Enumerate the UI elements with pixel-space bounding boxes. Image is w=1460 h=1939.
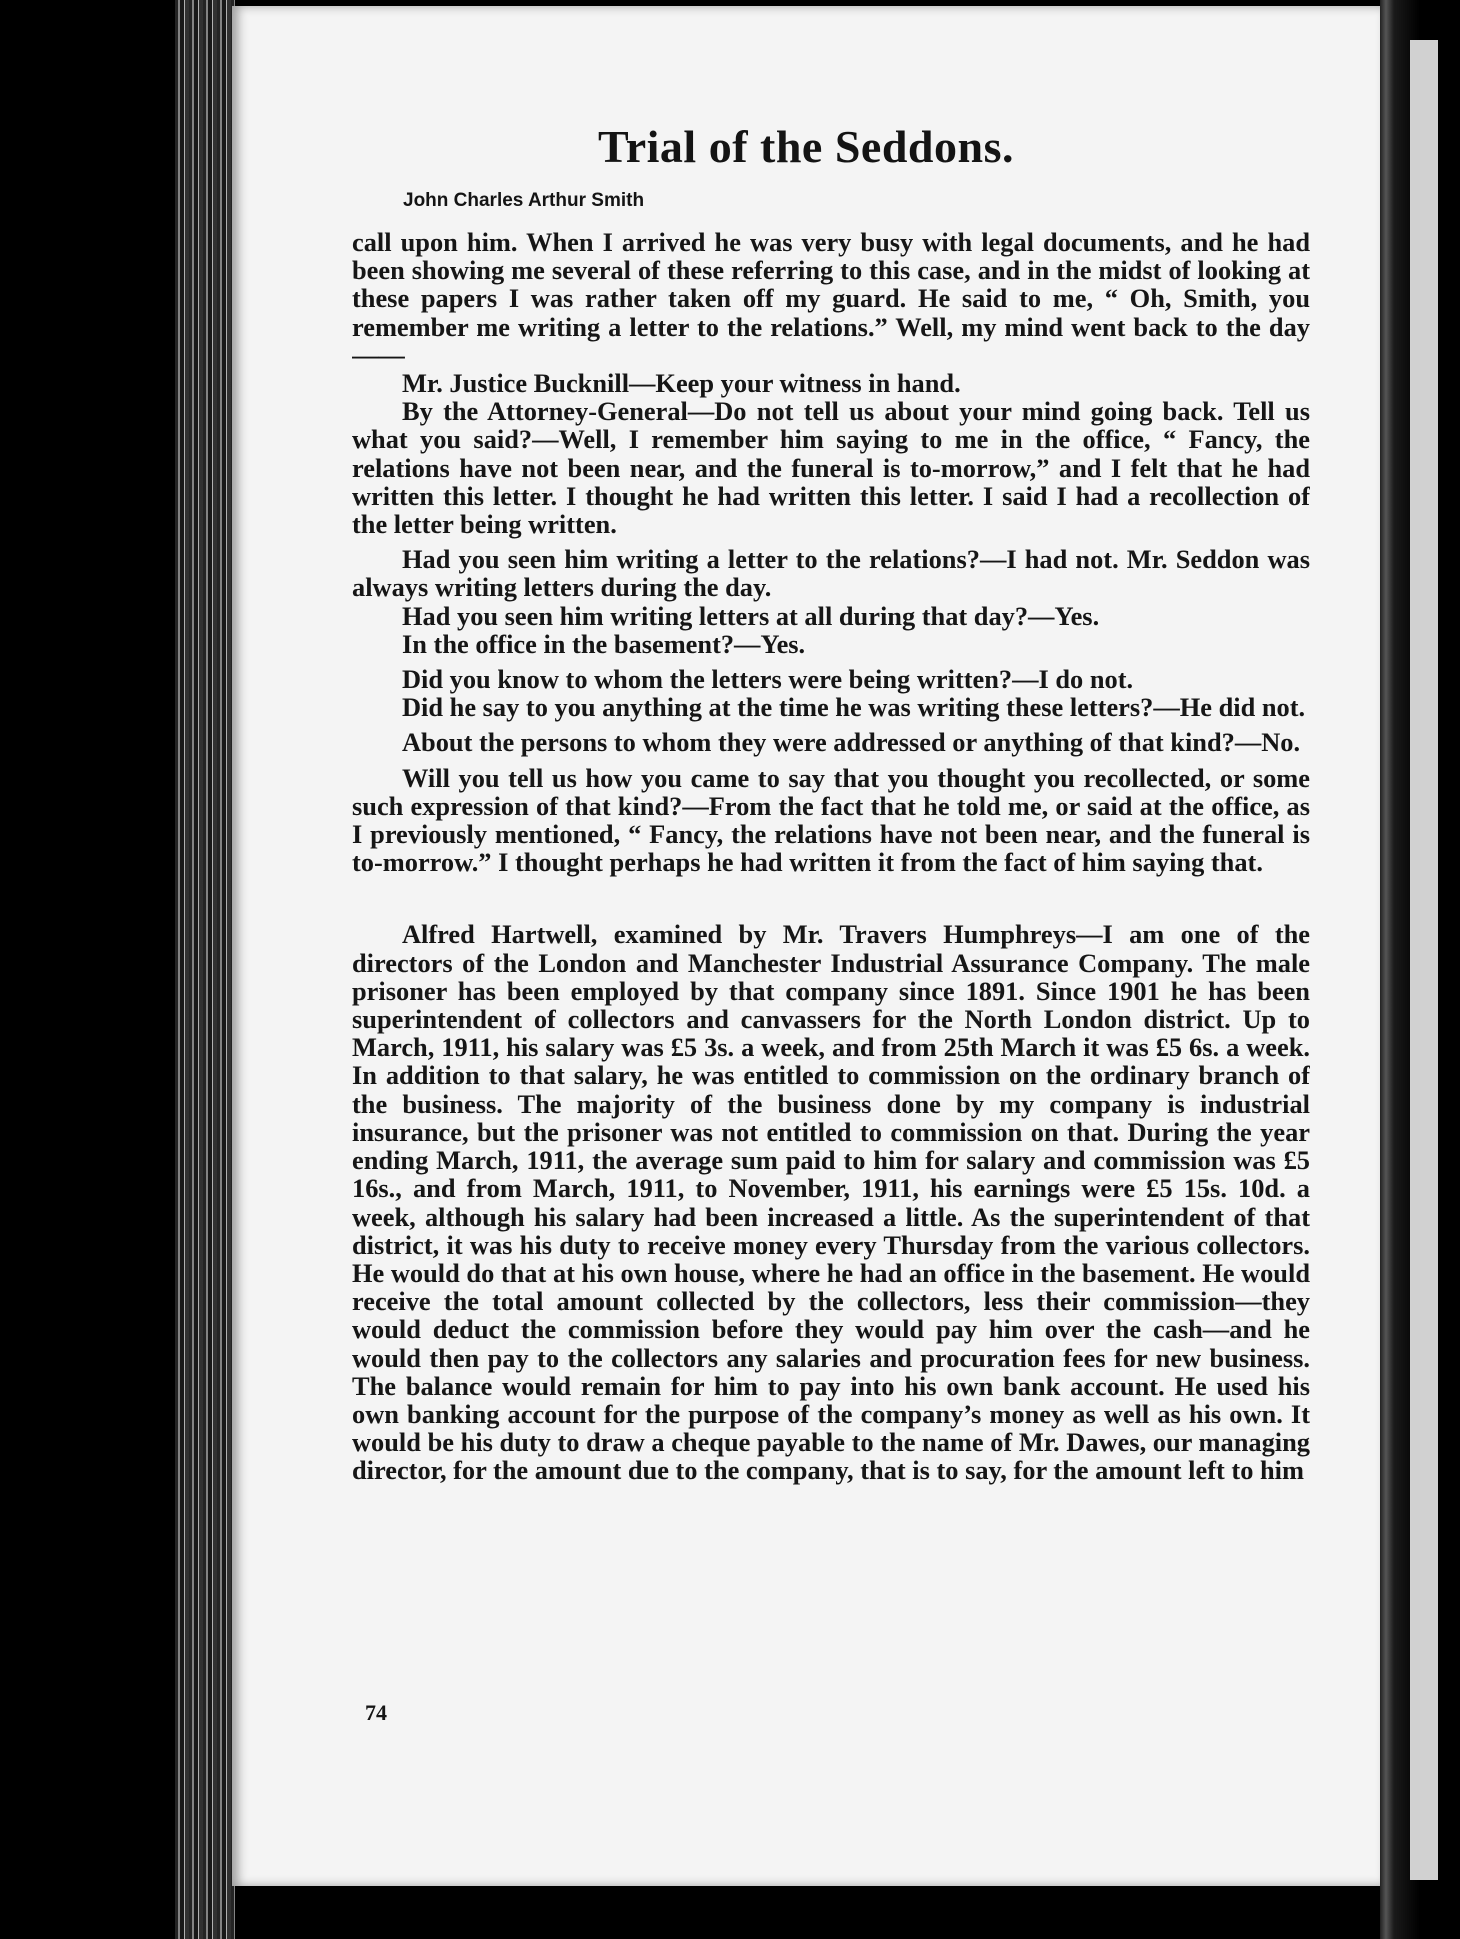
paragraph: call upon him. When I arrived he was very busy with legal documents, and he had been showing me several of these referring to this case, and in the midst of looking at these papers I was rather taken off my guard. He said to me, “ Oh, Smith, you remember me writing a letter to the relations.” Well, my mind went back to the day—— [352, 228, 1310, 370]
body-text [352, 228, 1310, 1688]
book-binding [175, 0, 235, 1939]
paragraph: Had you seen him writing letters at all during that day?—Yes. [402, 600, 1100, 631]
paragraph: Did he say to you anything at the time he was writing these letters?—He did not. [402, 692, 1306, 723]
paragraph: Alfred Hartwell, examined by Mr. Travers Humphreys—I am one of the directors of the London and Manchester Industrial Assurance Company. The male prisoner has been employed by that company since 1891. Since 1901 he has been superintendent of collectors and canvassers for the North London district. Up to March, 1911, his salary was £5 3s. a week, and from 25th March it was £5 6s. a week. In addition to that salary, he was entitled to commission on the ordinary branch of the business. The majority of the business done by my company is industrial insurance, but the prisoner was not entitled to commission on that. During the year ending March, 1911, the average sum paid to him for salary and commission was £5 16s., and from March, 1911, to November, 1911, his earnings were £5 15s. 10d. a week, although his salary had been increased a little. As the superintendent of that district, it was his duty to receive money every Thursday from the various collectors. He would do that at his own house, where he had an office in the basement. He would receive the total amount collected by the collectors, less their commission—they would deduct the commission before they would pay him over the cash—and he would then pay to the collectors any salaries and procuration fees for new business. The balance would remain for him to pay into his own bank account. He used his own banking account for the purpose of the company’s money as well as his own. It would be his duty to draw a cheque payable to the name of Mr. Dawes, our managing director, for the amount due to the company, that is to say, for the amount left to him [352, 919, 1310, 1486]
paragraph: In the office in the basement?—Yes. [402, 628, 806, 659]
running-title: Trial of the Seddons. [597, 121, 1015, 172]
paragraph: By the Attorney-General—Do not tell us about your mind going back. Tell us what you said?—Well, I remember him saying to me in the office, “ Fancy, the relations have not been near, and the funeral is to-morrow,” and I felt that he had written this letter. I thought he had written this letter. I said I had a recollection of the letter being written. [352, 396, 1310, 540]
paragraph: About the persons to whom they were addressed or anything of that kind?—No. [402, 727, 1301, 758]
paragraph: Had you seen him writing a letter to the relations?—I had not. Mr. Seddon was always writing letters during the day. [352, 544, 1310, 603]
facing-page-strip [1410, 40, 1438, 1880]
paragraph: Did you know to whom the letters were being written?—I do not. [402, 664, 1134, 695]
paragraph: Mr. Justice Bucknill—Keep your witness in hand. [402, 368, 961, 399]
page-number: 74 [365, 1700, 387, 1725]
witness-side-head: John Charles Arthur Smith [403, 190, 645, 211]
paragraph: Will you tell us how you came to say that you thought you recollected, or some such expression of that kind?—From the fact that he told me, or said at the office, as I previously mentioned, “ Fancy, the relations have not been near, and the funeral is to-morrow.” I thought perhaps he had written it from the fact of him saying that. [352, 762, 1310, 878]
